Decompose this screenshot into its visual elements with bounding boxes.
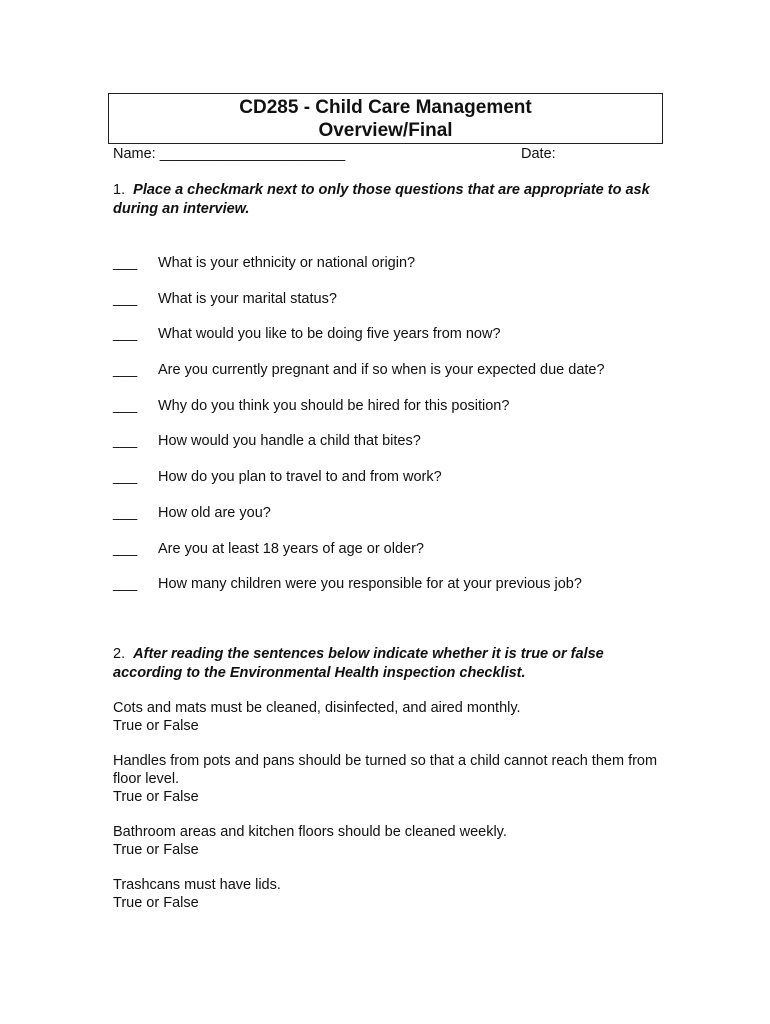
list-item-text: How old are you? [158,504,271,521]
list-item-text: Are you at least 18 years of age or older? [158,540,424,557]
title-box [108,93,663,144]
checkmark-blank: ___ [113,433,138,450]
true-false-choice: True or False [113,895,199,911]
list-item-text: Why do you think you should be hired for this position? [158,397,510,414]
true-false-statements [113,699,658,929]
checkmark-blank: ___ [113,290,138,307]
list-item-text: What would you like to be doing five years from now? [158,326,501,343]
list-item-text: Are you currently pregnant and if so when is your expected due date? [158,362,605,379]
question-1-number: 1. [113,182,126,198]
name-field-line: Name: _______________________ [113,146,346,162]
statement-item [113,876,658,912]
checkmark-blank: ___ [113,540,138,557]
exam-title: Overview/Final [318,120,453,141]
list-item-text: How do you plan to travel to and from work? [158,469,442,486]
list-item-text: What is your ethnicity or national origin? [158,255,416,271]
statement-item [113,823,658,859]
date-label: Date: [521,146,556,162]
statement-text: Bathroom areas and kitchen floors should be cleaned weekly. [113,824,507,840]
statement-item [113,752,658,806]
statement-text: Handles from pots and pans should be turned so that a child cannot reach them from floor level. [113,753,658,787]
true-false-choice: True or False [113,718,199,734]
question-2-number: 2. [113,646,126,662]
statement-text: Trashcans must have lids. [113,877,281,893]
checkmark-blank: ___ [113,326,138,343]
checkmark-blank: ___ [113,504,138,521]
question-1-heading [113,181,658,218]
checkmark-blank: ___ [113,469,138,486]
true-false-choice: True or False [113,789,199,805]
question-1-text: Place a checkmark next to only those questions that are appropriate to ask during an interview. [113,182,650,217]
question-2-heading [113,645,658,682]
list-item-text: How would you handle a child that bites? [158,433,421,450]
list-item-text: What is your marital status? [158,290,337,307]
question-2-text: After reading the sentences below indicate whether it is true or false according to the Environmental Health inspection checklist. [113,646,604,681]
course-title: CD285 - Child Care Management [239,97,532,118]
checkmark-blank: ___ [113,255,138,271]
statement-item [113,699,658,735]
statement-text: Cots and mats must be cleaned, disinfected, and aired monthly. [113,700,521,716]
checkmark-blank: ___ [113,397,138,414]
checkmark-blank: ___ [113,576,138,593]
true-false-choice: True or False [113,842,199,858]
checkmark-blank: ___ [113,362,138,379]
list-item-text: How many children were you responsible for at your previous job? [158,576,582,593]
